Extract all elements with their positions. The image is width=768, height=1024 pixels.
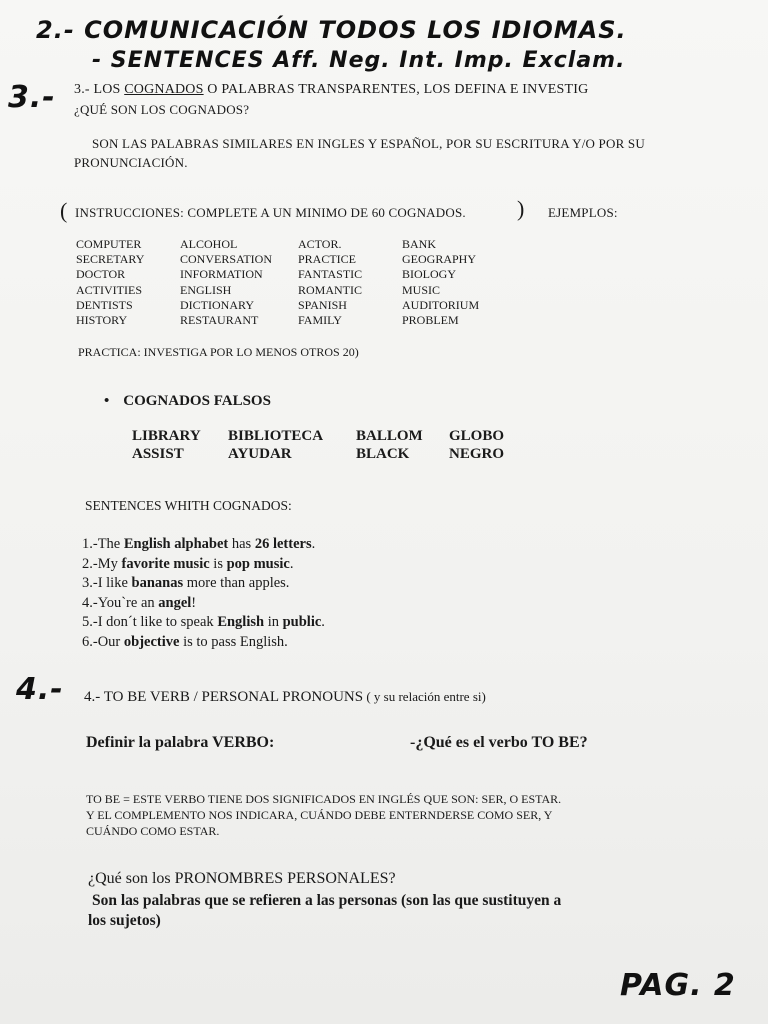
heading-personal-pronouns: / PERSONAL PRONOUNS: [189, 689, 364, 705]
to-be-definition-line-3: CUÁNDO COMO ESTAR.: [86, 824, 220, 838]
handwritten-line-1: 2.- COMUNICACIÓN TODOS LOS IDIOMAS.: [36, 16, 627, 44]
cognate-word: RESTAURANT: [180, 313, 259, 328]
sentence-cognate: angel: [158, 594, 192, 611]
handwritten-number-3: 3.-: [8, 80, 56, 115]
sentence-text: 6.-Our: [82, 633, 124, 650]
cognate-word: SPANISH: [298, 297, 347, 312]
handwritten-page-number: PAG. 2: [620, 968, 736, 1003]
false-cognates-label: COGNADOS FALSOS: [123, 393, 271, 409]
section-3-heading: [74, 82, 588, 98]
cognate-word: PROBLEM: [402, 313, 459, 328]
define-verb-prompt: Definir la palabra VERBO:: [86, 734, 275, 751]
section-4-heading: [84, 689, 486, 706]
sentence-text: 4.-You`re an: [82, 594, 159, 611]
cognate-word: AUDITORIUM: [402, 297, 480, 312]
cognate-word: SECRETARY: [76, 252, 145, 267]
cognate-word: BIOLOGY: [402, 267, 456, 282]
sentence-text: .: [289, 555, 294, 572]
bullet-icon: •: [104, 393, 110, 409]
sentences-list: [82, 535, 325, 652]
cognados-answer-line-2: PRONUNCIACIÓN.: [74, 155, 188, 170]
cognate-word: FANTASTIC: [298, 267, 363, 282]
sentence-text: 1.-The: [82, 536, 124, 552]
sentence-text: has: [228, 536, 255, 552]
sentence-cognate: English alphabet: [123, 536, 229, 552]
heading-prefix: 3.- LOS: [74, 82, 125, 97]
heading-note: ( y su relación entre si): [363, 689, 486, 704]
cognate-word: CONVERSATION: [180, 252, 273, 267]
cognate-word: BANK: [402, 237, 437, 251]
cognate-word: DOCTOR: [76, 267, 126, 282]
cognate-word: MUSIC: [402, 282, 441, 297]
sentence-text: .: [321, 614, 325, 630]
heading-to-be-verb: 4.- TO BE VERB: [84, 689, 190, 705]
heading-keyword: COGNADOS: [124, 82, 204, 97]
cognate-word: ALCOHOL: [180, 237, 238, 251]
sentence-text: 3.-I like: [82, 575, 132, 591]
sentence-item: [82, 535, 325, 555]
false-cognate-english: LIBRARY: [132, 428, 201, 444]
cognados-answer-line-1: SON LAS PALABRAS SIMILARES EN INGLES Y ESPAÑOL, POR SU ESCRITURA Y/O POR SU: [92, 136, 645, 151]
cognate-word: INFORMATION: [180, 267, 263, 282]
false-cognate-english: BALLOM: [356, 428, 423, 444]
heading-suffix: O PALABRAS TRANSPARENTES, LOS DEFINA E INVESTIG: [203, 82, 589, 97]
false-cognate-row: [132, 445, 552, 463]
cognates-column-3: [298, 237, 362, 328]
what-is-to-be-prompt: -¿Qué es el verbo TO BE?: [410, 734, 588, 751]
bleed-through-watermark: [550, 950, 563, 1005]
pronouns-question: ¿Qué son los PRONOMBRES PERSONALES?: [88, 870, 396, 887]
false-cognate-spanish: NEGRO: [449, 446, 505, 462]
cognate-word: ACTOR.: [298, 237, 342, 251]
pronouns-answer-line-1: Son las palabras que se refieren a las personas (son las que sustituyen a: [92, 892, 562, 909]
examples-label: EJEMPLOS:: [548, 205, 618, 220]
cognate-word: ROMANTIC: [298, 282, 363, 297]
cognates-column-2: [180, 237, 272, 328]
cognate-word: GEOGRAPHY: [402, 252, 477, 267]
false-cognate-row: [132, 427, 552, 445]
sentence-cognate: objective: [123, 633, 180, 650]
sentence-item: [82, 594, 325, 614]
instructions: INSTRUCCIONES: COMPLETE A UN MINIMO DE 60 COGNADOS.: [75, 205, 466, 220]
false-cognate-spanish: AYUDAR: [228, 446, 292, 462]
false-cognate-spanish: GLOBO: [449, 428, 505, 444]
cognate-word: FAMILY: [298, 313, 342, 328]
sentence-cognate: favorite music: [121, 555, 210, 572]
open-parenthesis: (: [60, 198, 68, 223]
sentence-cognate: English: [217, 614, 265, 630]
to-be-definition-line-2: Y EL COMPLEMENTO NOS INDICARA, CUÁNDO DEBE ENTERNDERSE COMO SER, Y: [86, 808, 553, 822]
close-parenthesis: ): [517, 196, 525, 221]
sentence-text: is to pass English.: [179, 633, 288, 650]
sentence-text: is: [209, 555, 227, 572]
sentence-text: 2.-My: [82, 555, 122, 572]
sentence-cognate: pop music: [226, 555, 290, 572]
sentence-text: in: [264, 614, 283, 630]
cognate-word: ACTIVITIES: [76, 282, 142, 297]
cognate-word: ENGLISH: [180, 282, 232, 297]
to-be-definition-line-1: TO BE = ESTE VERBO TIENE DOS SIGNIFICADOS EN INGLÉS QUE SON: SER, O ESTAR.: [86, 792, 562, 806]
cognates-column-1: [76, 237, 144, 328]
practice-note: PRACTICA: INVESTIGA POR LO MENOS OTROS 20): [78, 345, 359, 359]
sentence-text: .: [311, 536, 316, 552]
false-cognate-spanish: BIBLIOTECA: [228, 428, 324, 444]
cognate-word: HISTORY: [76, 313, 128, 328]
sentence-item: [82, 574, 325, 594]
false-cognate-english: BLACK: [356, 446, 410, 462]
sentence-item: [82, 613, 325, 633]
sentence-cognate: bananas: [131, 575, 184, 591]
cognados-question: ¿QUÉ SON LOS COGNADOS?: [74, 102, 250, 117]
sentence-item: [82, 633, 325, 653]
false-cognates-list: [132, 427, 552, 463]
sentence-item: [82, 555, 325, 575]
sentences-title: SENTENCES WHITH COGNADOS:: [85, 498, 292, 513]
cognate-word: DENTISTS: [76, 297, 133, 312]
sentence-text: more than apples.: [183, 575, 290, 591]
handwritten-line-2: - SENTENCES Aff. Neg. Int. Imp. Exclam.: [92, 48, 626, 73]
handwritten-number-4: 4.-: [16, 672, 64, 707]
sentence-cognate: public: [282, 614, 322, 630]
pronouns-answer-line-2: los sujetos): [88, 912, 161, 929]
cognate-word: COMPUTER: [76, 237, 142, 251]
sentence-text: 5.-I don´t like to speak: [82, 614, 218, 630]
sentence-text: !: [191, 594, 197, 611]
false-cognates-title: [104, 393, 271, 410]
sentence-cognate: 26 letters: [254, 536, 312, 552]
cognate-word: DICTIONARY: [180, 297, 254, 312]
cognates-column-4: [402, 237, 479, 328]
cognate-word: PRACTICE: [298, 252, 357, 267]
false-cognate-english: ASSIST: [132, 446, 184, 462]
